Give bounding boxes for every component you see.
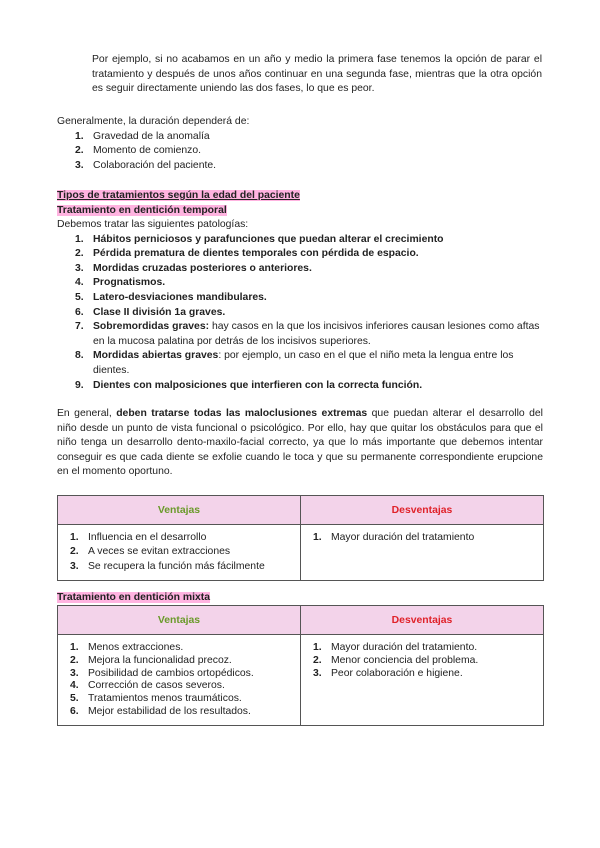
table-temporal xyxy=(57,495,544,581)
list-item: 6. Clase II división 1a graves. xyxy=(75,306,226,318)
mixta-title-block xyxy=(57,591,547,605)
list-item: 1. Influencia en el desarrollo xyxy=(70,532,207,543)
advantages-cell xyxy=(58,525,301,581)
list-item: 3. Posibilidad de cambios ortopédicos. xyxy=(70,667,254,679)
duration-block xyxy=(57,115,547,173)
advantages-header: Ventajas xyxy=(58,496,301,525)
list-item: 2. Menor conciencia del problema. xyxy=(313,654,479,666)
list-item: 1. Mayor duración del tratamiento. xyxy=(313,642,478,653)
disadvantages-cell xyxy=(301,525,544,581)
disadvantages-cell xyxy=(301,635,544,726)
list-item: 3. Se recupera la función más fácilmente xyxy=(70,560,265,572)
list-item: 2. A veces se evitan extracciones xyxy=(70,546,231,558)
list-item: 1. Hábitos perniciosos y parafunciones que puedan alterar el crecimiento xyxy=(75,233,444,245)
list-item: 2. Momento de comienzo. xyxy=(75,145,202,157)
section-title: Tipos de tratamientos según la edad del paciente xyxy=(57,190,300,201)
general-paragraph: En general, deben tratarse todas las maloclusiones extremas que puedan alterar el desarrollo del niño desde un punto de vista funcional o psicológico. Por ello, hay que quitar los obstáculos para que el niño tenga un desarrollo dento-maxilo-facial correcto, ya que lo más importante que debemos intentar conseguir es que cada diente se exfolie cuando le toca y que su permanente correspondiente erupcione en el momento oportuno. xyxy=(57,408,543,478)
advantages-header: Ventajas xyxy=(58,606,301,635)
list-item: 8. Mordidas abiertas graves: por ejemplo, un caso en el que el niño meta la lengua entre los dientes. xyxy=(75,350,514,376)
intro-paragraph-block xyxy=(92,53,542,97)
list-item: 1. Gravedad de la anomalía xyxy=(75,130,210,142)
temporal-title: Tratamiento en dentición temporal xyxy=(57,205,227,216)
list-item: 3. Mordidas cruzadas posteriores o anteriores. xyxy=(75,262,312,274)
general-paragraph-block xyxy=(57,407,543,480)
section-types xyxy=(57,188,547,393)
list-item: 2. Pérdida prematura de dientes temporales con pérdida de espacio. xyxy=(75,248,419,260)
table-mixta-block xyxy=(57,605,544,726)
list-item: 5. Latero-desviaciones mandibulares. xyxy=(75,291,267,303)
duration-list xyxy=(57,130,547,174)
list-item: 7. Sobremordidas graves: hay casos en la que los incisivos inferiores causan lesiones como aftas en la mucosa palatina por detrás de los incisivos superiores. xyxy=(75,321,540,347)
list-item: 9. Dientes con malposiciones que interfieren con la correcta función. xyxy=(75,379,423,391)
duration-lead: Generalmente, la duración dependerá de: xyxy=(57,116,250,127)
list-item: 4. Prognatismos. xyxy=(75,277,166,289)
advantages-cell xyxy=(58,635,301,726)
disadvantages-header: Desventajas xyxy=(301,496,544,525)
list-item: 1. Mayor duración del tratamiento xyxy=(313,532,475,543)
temporal-lead: Debemos tratar las siguientes patologías: xyxy=(57,219,249,230)
table-temporal-block xyxy=(57,495,544,581)
disadvantages-header: Desventajas xyxy=(301,606,544,635)
list-item: 6. Mejor estabilidad de los resultados. xyxy=(70,705,251,717)
list-item: 3. Colaboración del paciente. xyxy=(75,159,217,171)
intro-paragraph: Por ejemplo, si no acabamos en un año y medio la primera fase tenemos la opción de parar el tratamiento y después de unos años continuar en una segunda fase, mientras que la otra opción es seguir directamente uniendo las dos fases, lo que es peor. xyxy=(92,54,542,95)
list-item: 5. Tratamientos menos traumáticos. xyxy=(70,693,242,705)
list-item: 1. Menos extracciones. xyxy=(70,642,184,653)
mixta-title: Tratamiento en dentición mixta xyxy=(57,592,211,603)
list-item: 3. Peor colaboración e higiene. xyxy=(313,667,463,679)
list-item: 4. Corrección de casos severos. xyxy=(70,680,225,692)
list-item: 2. Mejora la funcionalidad precoz. xyxy=(70,654,232,666)
pathologies-list xyxy=(57,233,547,394)
table-mixta xyxy=(57,605,544,726)
